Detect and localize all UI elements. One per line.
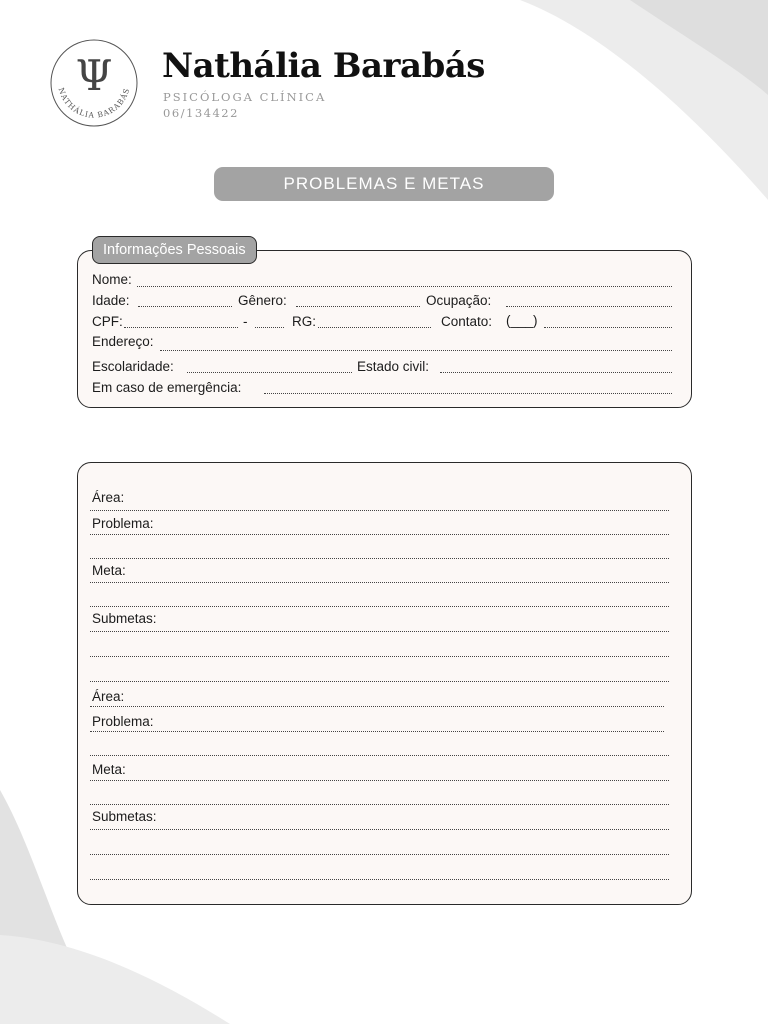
ocupacao-label: Ocupação: (426, 293, 492, 308)
submetas-label: Submetas: (92, 611, 157, 626)
meta-line[interactable] (90, 606, 669, 607)
brand-name: Nathália Barabás (162, 46, 485, 86)
brand-role: PSICÓLOGA CLÍNICA (163, 90, 327, 104)
area-label: Área: (92, 490, 125, 505)
meta-line[interactable] (90, 804, 669, 805)
endereco-field[interactable] (160, 350, 672, 351)
problema-line[interactable] (90, 558, 669, 559)
cpf-digit-field[interactable] (255, 327, 284, 328)
contato-field[interactable] (544, 327, 672, 328)
submetas-line[interactable] (90, 656, 669, 657)
brand-registration: 06/134422 (163, 106, 239, 120)
meta-label: Meta: (92, 762, 126, 777)
area-line[interactable] (90, 510, 669, 511)
problema-line[interactable] (90, 534, 669, 535)
emergencia-field[interactable] (264, 393, 672, 394)
submetas-line[interactable] (90, 854, 669, 855)
submetas-line[interactable] (90, 829, 669, 830)
rg-label: RG: (292, 314, 317, 329)
estado-civil-field[interactable] (440, 372, 672, 373)
logo-text: NATHÁLIA BARABÁS (56, 86, 132, 120)
nome-field[interactable] (137, 286, 672, 287)
genero-field[interactable] (296, 306, 420, 307)
meta-label: Meta: (92, 563, 126, 578)
personal-info-label: Informações Pessoais (92, 236, 257, 264)
meta-line[interactable] (90, 780, 669, 781)
area-label: Área: (92, 689, 125, 704)
escolaridade-label: Escolaridade: (92, 359, 174, 374)
psi-logo-icon (49, 38, 139, 128)
cpf-label: CPF: (92, 314, 123, 329)
idade-field[interactable] (138, 306, 232, 307)
submetas-line[interactable] (90, 631, 669, 632)
nome-label: Nome: (92, 272, 132, 287)
estado-civil-label: Estado civil: (357, 359, 430, 374)
genero-label: Gênero: (238, 293, 287, 308)
submetas-label: Submetas: (92, 809, 157, 824)
problema-line[interactable] (90, 731, 664, 732)
submetas-line[interactable] (90, 879, 669, 880)
problema-label: Problema: (92, 714, 154, 729)
contato-area-code[interactable]: (___) (506, 313, 538, 328)
rg-field[interactable] (318, 327, 431, 328)
escolaridade-field[interactable] (187, 372, 352, 373)
ocupacao-field[interactable] (506, 306, 672, 307)
contato-label: Contato: (441, 314, 493, 329)
submetas-line[interactable] (90, 681, 669, 682)
goals-box (77, 462, 692, 905)
idade-label: Idade: (92, 293, 130, 308)
form-title: PROBLEMAS E METAS (214, 167, 554, 201)
emergencia-label: Em caso de emergência: (92, 380, 242, 395)
logo-psi-symbol: Ψ (75, 51, 113, 100)
cpf-field[interactable] (124, 327, 238, 328)
cpf-dash: - (243, 314, 248, 329)
endereco-label: Endereço: (92, 334, 154, 349)
meta-line[interactable] (90, 582, 669, 583)
area-line[interactable] (90, 706, 664, 707)
problema-line[interactable] (90, 755, 669, 756)
problema-label: Problema: (92, 516, 154, 531)
